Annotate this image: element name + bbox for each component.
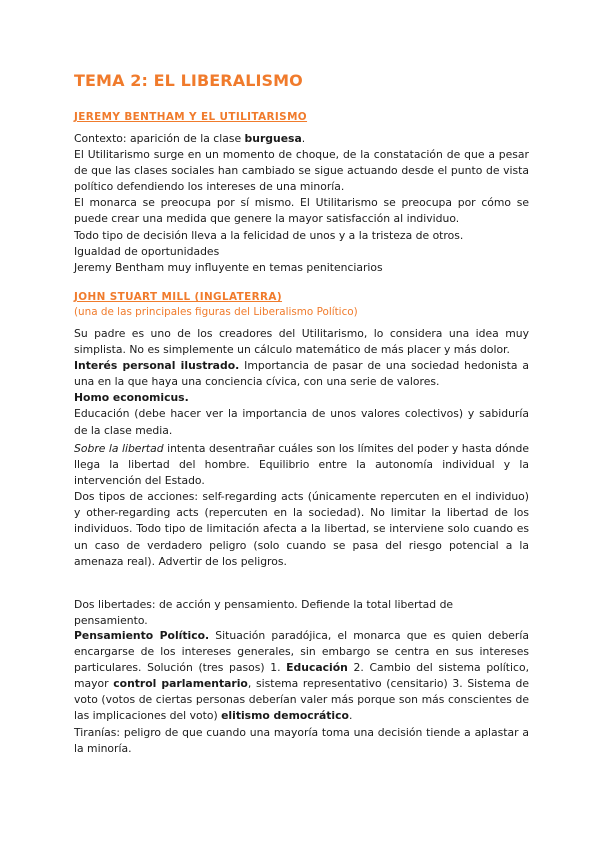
paragraph-utilitarismo-origen: El Utilitarismo surge en un momento de choque, de la constatación de que a pesar de que las clases sociales han cambiado se sigue actuando desde el punto de vista político defendiendo los intereses de una minoría. (74, 148, 529, 194)
paragraph-homo-economicus (74, 390, 529, 406)
pensamiento-text-3: , sistema representativo (censitario) 3. Sistema de voto (votos de ciertas personas deberían valer más porque son más conscientes de las implicaciones del voto) (74, 677, 529, 723)
libertad-italic: Sobre la libertad (74, 442, 164, 455)
paragraph-tiranias: Tiranías: peligro de que cuando una mayoría toma una decisión tiende a aplastar a la minoría. (74, 725, 529, 755)
paragraph-bentham-penitenciario: Jeremy Bentham muy influyente en temas penitenciarios (74, 260, 383, 274)
paragraph-padre: Su padre es uno de los creadores del Utilitarismo, lo considera una idea muy simplista. No es simplemente un cálculo matemático de más placer y más dolor. (74, 327, 529, 357)
pensamiento-text-4: . (348, 709, 353, 723)
interes-bold: Interés personal ilustrado. (74, 359, 240, 373)
educacion-bold: Educación (286, 661, 348, 675)
section-body-mill-2 (74, 441, 529, 570)
paragraph-interes-personal (74, 358, 529, 390)
section-subheading-mill: (una de las principales figuras del Liberalismo Político) (74, 306, 358, 318)
section-body-bentham (74, 131, 529, 276)
control-bold: control parlamentario (113, 677, 248, 691)
paragraph-pensamiento-politico (74, 628, 529, 725)
paragraph-contexto (74, 131, 529, 147)
page-title: TEMA 2: EL LIBERALISMO (74, 71, 303, 90)
contexto-bold: burguesa (244, 132, 302, 145)
pensamiento-text-1: Situación paradójica, el monarca que es quien debería encargarse de los intereses generales, sin embargo se centra en sus intereses particulares. Solución (tres pasos) 1. (74, 629, 529, 675)
interes-text: Importancia de pasar de una sociedad hedonista a una en la que haya una conciencia cívica, con una serie de valores. (74, 359, 529, 389)
section-body-mill-1 (74, 326, 529, 439)
section-body-mill-4 (74, 628, 529, 757)
section-heading-bentham: JEREMY BENTHAM Y EL UTILITARISMO (74, 111, 308, 123)
pensamiento-bold: Pensamiento Político. (74, 629, 210, 642)
contexto-text: Contexto: aparición de la clase (74, 132, 245, 145)
pensamiento-text-2: 2. Cambio del sistema político, mayor (74, 661, 529, 691)
paragraph-decision: Todo tipo de decisión lleva a la felicidad de unos y a la tristeza de otros. (74, 228, 464, 242)
paragraph-dos-libertades: Dos libertades: de acción y pensamiento. Defiende la total libertad de pensamiento. (74, 598, 454, 628)
paragraph-tipos-acciones: Dos tipos de acciones: self-regarding acts (únicamente repercuten en el individuo) y other-regarding acts (repercuten en la sociedad). No limitar la libertad de los individuos. Todo tipo de limitación afecta a la libertad, se interviene solo cuando es un caso de verdadero peligro (solo cuando se pasa del riesgo potencial a la amenaza real). Advertir de los peligros. (74, 490, 529, 568)
paragraph-educacion: Educación (debe hacer ver la importancia de unos valores colectivos) y sabiduría de la clase media. (74, 407, 529, 437)
paragraph-sobre-la-libertad (74, 441, 529, 489)
homo-bold: Homo economicus. (74, 391, 189, 405)
section-body-mill-3 (74, 597, 529, 629)
libertad-text: intenta desentrañar cuáles son los límites del poder y hasta dónde llega la libertad del hombre. Equilibrio entre la autonomía individual y la intervención del Estado. (74, 442, 529, 488)
contexto-end: . (301, 132, 306, 145)
section-heading-mill: JOHN STUART MILL (INGLATERRA) (74, 291, 283, 303)
paragraph-monarca: El monarca se preocupa por sí mismo. El Utilitarismo se preocupa por cómo se puede crear una medida que genere la mayor satisfacción al individuo. (74, 196, 529, 226)
elitismo-bold: elitismo democrático (221, 709, 349, 723)
paragraph-igualdad: Igualdad de oportunidades (74, 244, 220, 258)
